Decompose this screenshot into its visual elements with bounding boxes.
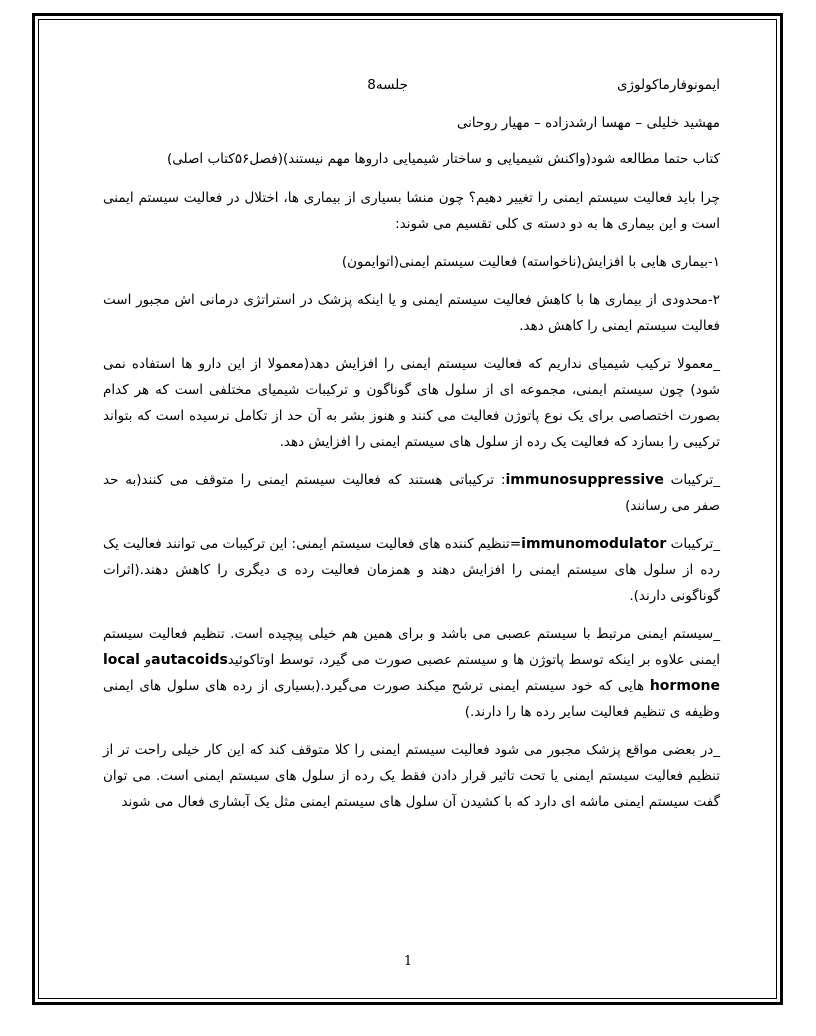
authors-line: مهشید خلیلی – مهسا ارشدزاده – مهیار روحانی — [456, 115, 720, 131]
book-note: کتاب حتما مطالعه شود(واکنش شیمیایی و ساختار شیمیایی داروها مهم نیستند)(فصل۵۶کتاب اصلی) — [166, 151, 720, 167]
text-segment: =تنظیم کننده های فعالیت سیستم ایمنی: این ترکیبات می توانند فعالیت یک رده از سلول های سیستم ایمنی را افزایش دهند و همزمان فعالیت رده ی دیگری را کاهش دهند.(اثرات گوناگونی دارند). — [103, 536, 720, 604]
session-label: جلسه8 — [367, 77, 408, 93]
paragraph-stop-immune: _در بعضی مواقع پزشک مجبور می شود فعالیت سیستم ایمنی را کلا متوقف کند که این کار خیلی راحت تر از تنظیم فعالیت سیستم ایمنی یا تحت تاثیر قرار دادن فقط یک رده از سلول های سیستم ایمنی است. می توان گفت سیستم ایمنی ماشه ای دارد که با کشیدن آن سلول های سیستم ایمنی مثل یک آبشاری فعال می شوند — [103, 742, 720, 810]
course-title: ایمونوفارماکولوژی — [616, 77, 720, 93]
text-segment: _ترکیبات — [666, 536, 720, 552]
paragraph-category-1: ۱-بیماری هایی با افزایش(ناخواسته) فعالیت سیستم ایمنی(اتوایمون) — [341, 254, 720, 270]
text-segment: هایی که خود سیستم ایمنی ترشح میکند صورت می‌گیرد.(بسیاری از رده های سلول های ایمنی وظیفه ی تنظیم فعالیت سایر رده ها را دارند.) — [103, 678, 720, 720]
text-segment: _ترکیبات — [663, 472, 720, 488]
paragraph-category-2: ۲-محدودی از بیماری ها با کاهش فعالیت سیستم ایمنی و یا اینکه پزشک در استراتژی درمانی اش مجبور است فعالیت سیستم ایمنی را کاهش دهد. — [103, 292, 720, 334]
paragraph-nervous-system — [103, 621, 720, 725]
paragraph-immunomodulator — [103, 531, 720, 609]
paragraph-why-modify: چرا باید فعالیت سیستم ایمنی را تغییر دهیم؟ چون منشا بسیاری از بیماری ها، اختلال در فعالیت سیستم ایمنی است و این بیماری ها به دو دسته ی کلی تقسیم می شوند: — [103, 190, 720, 232]
document-body — [103, 72, 720, 815]
page-number: 1 — [403, 954, 413, 969]
text-segment: : ترکیباتی هستند که فعالیت سیستم ایمنی را متوقف می کنند(به حد صفر می رسانند) — [103, 472, 720, 514]
paragraph-no-enhancers: _معمولا ترکیب شیمیای نداریم که فعالیت سیستم ایمنی را افزایش دهد(معمولا از این دارو ها استفاده نمی شود) چون سیستم ایمنی، مجموعه ای از سلول های گوناگون و ترکیبات شیمیای مختلفی است که هر کدام بصورت اختصاصی برای یک نوع پاتوژن فعالیت می کنند و هنوز بشر به آن حد از تکامل نرسیده است که بتواند ترکیبی را بسازد که فعالیت یک رده از سلول های سیستم ایمنی را افزایش دهد. — [103, 356, 720, 450]
term-immunosuppressive: immunosuppressive — [505, 472, 664, 488]
term-local-hormone: local hormone — [103, 652, 720, 694]
term-immunomodulator: immunomodulator — [521, 536, 667, 552]
document-header — [103, 72, 720, 102]
text-segment: _سیستم ایمنی مرتبط با سیستم عصبی می باشد و برای همین هم خیلی پیچیده است. تنظیم فعالیت سیستم ایمنی علاوه بر اینکه توسط پاتوژن ها و سیستم عصبی صورت می گیرد، توسط اوتاکوئید — [103, 626, 721, 668]
paragraph-immunosuppressive — [103, 467, 720, 519]
term-autacoids: autacoids — [151, 652, 228, 668]
text-segment: و — [139, 652, 152, 668]
